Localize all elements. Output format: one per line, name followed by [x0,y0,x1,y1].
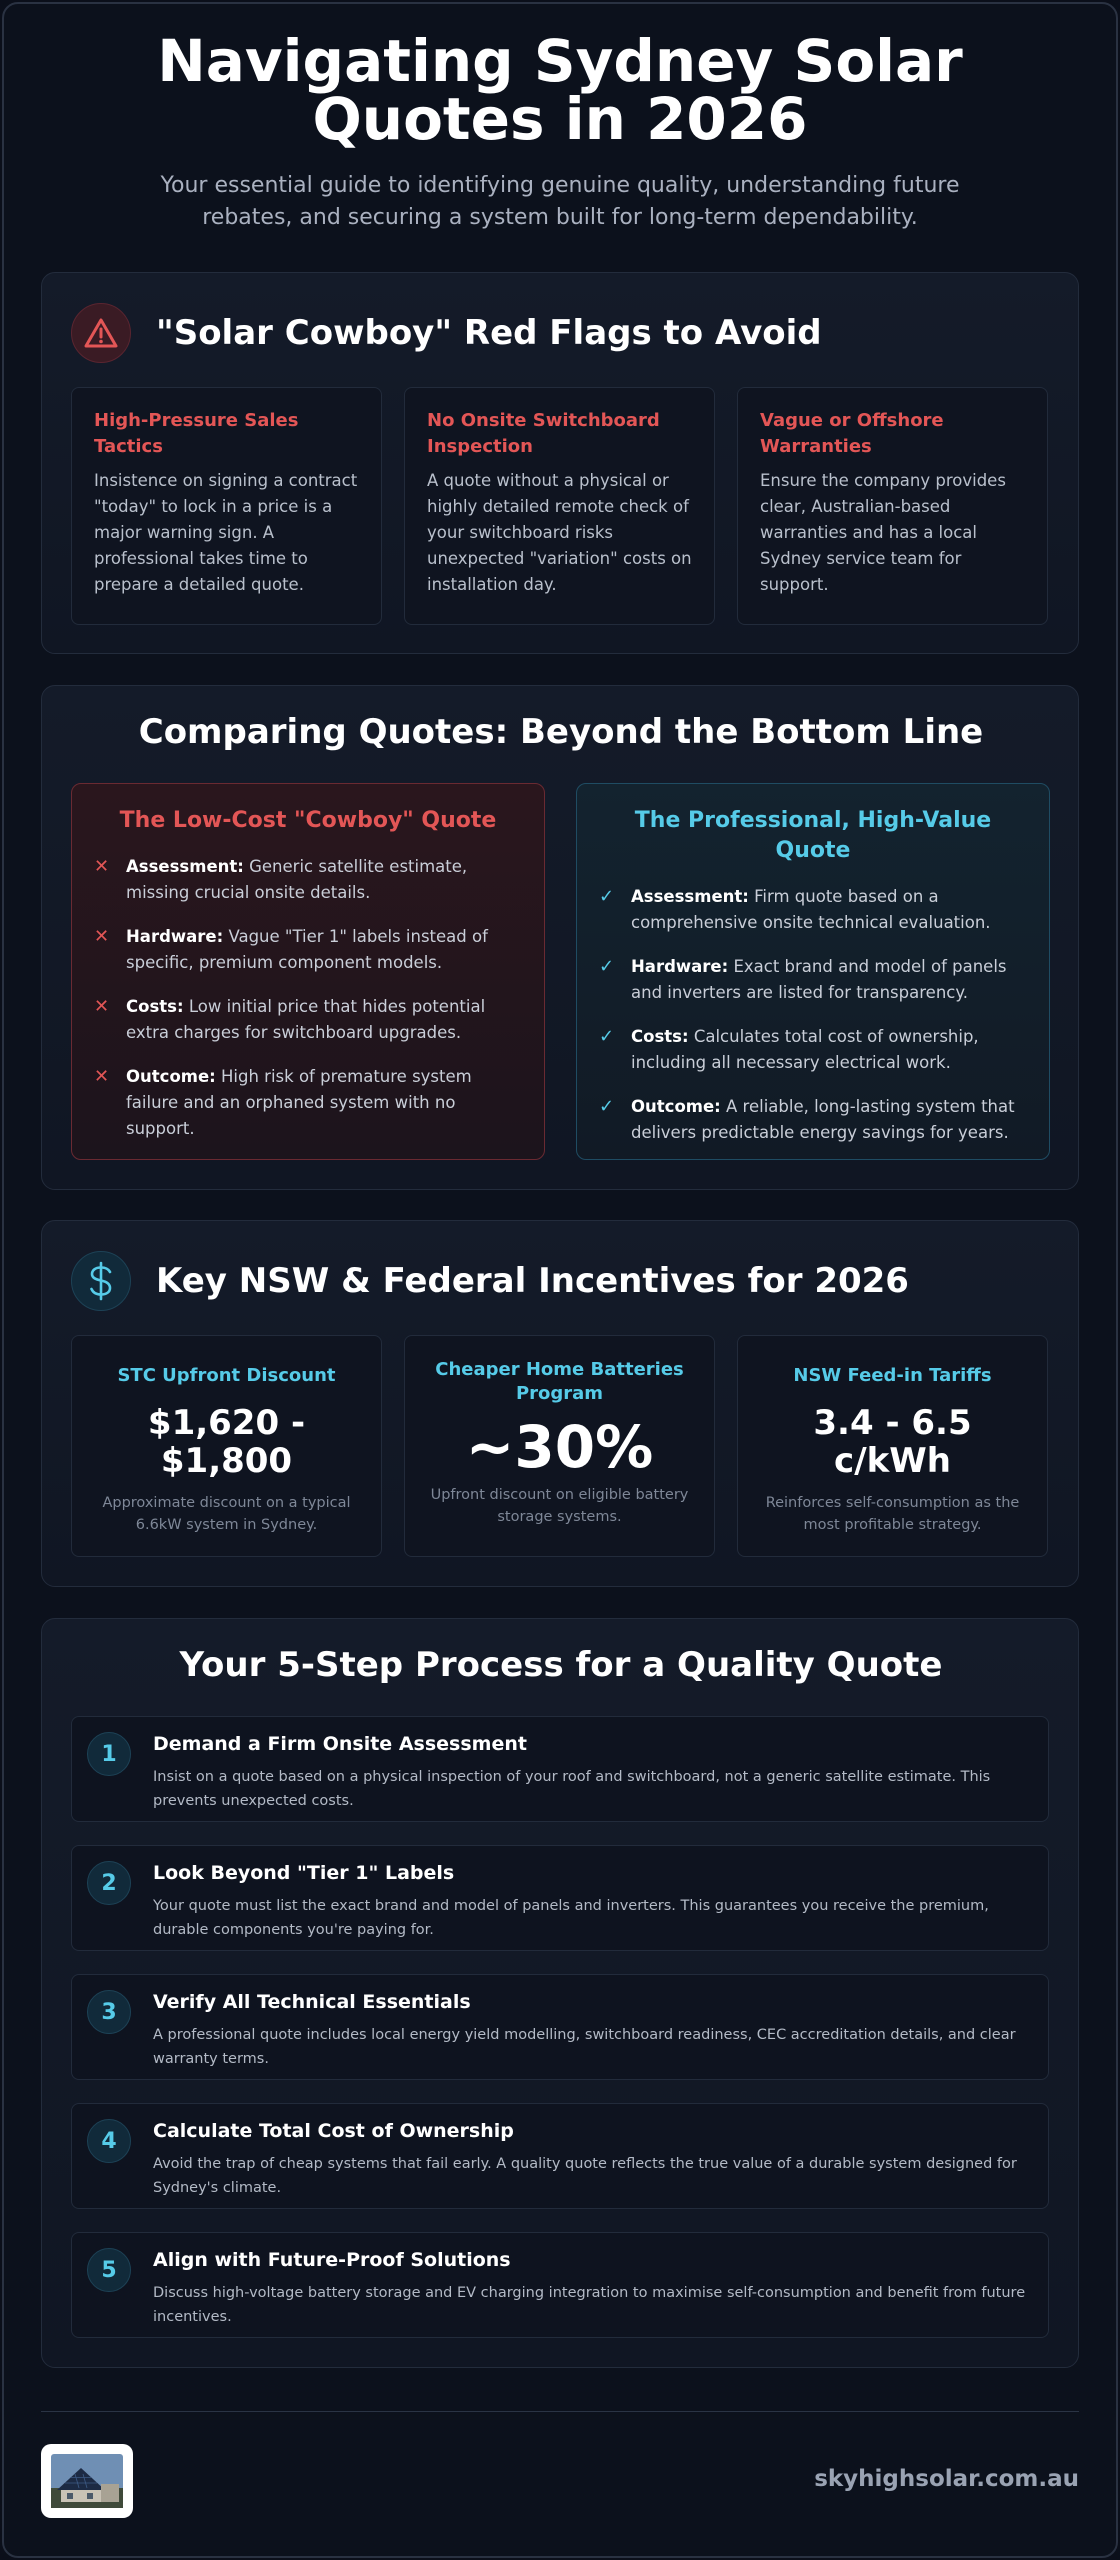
step-text: A professional quote includes local energy yield modelling, switchboard readiness, CEC accreditation details, and clear warranty terms. [153,2027,1016,2067]
item-label: Assessment: [126,857,244,876]
low-cost-quote-title: The Low-Cost "Cowboy" Quote [119,808,497,833]
incentive-value: ~30% [465,1413,654,1481]
footer-divider [41,2411,1079,2412]
list-item [94,854,522,906]
step-item [71,1845,1049,1951]
cross-icon: ✕ [94,996,110,1017]
step-text: Discuss high-voltage battery storage and EV charging integration to maximise self-consumption and benefit from future incentives. [153,2285,1026,2325]
check-icon: ✓ [599,956,615,977]
list-item [599,1094,1027,1146]
item-text: Firm quote based on a comprehensive onsite technical evaluation. [631,887,991,932]
item-label: Assessment: [631,887,749,906]
item-label: Costs: [126,997,184,1016]
check-icon: ✓ [599,1026,615,1047]
red-flag-card [737,387,1048,625]
incentive-note: Approximate discount on a typical 6.6kW system in Sydney. [102,1495,351,1533]
item-text: A reliable, long-lasting system that delivers predictable energy savings for years. [631,1097,1015,1142]
list-item [599,884,1027,936]
low-cost-quote-card [71,783,545,1160]
red-flag-card [71,387,382,625]
check-icon: ✓ [599,886,615,907]
cross-icon: ✕ [94,1066,110,1087]
step-number: 1 [87,1732,131,1776]
step-title: Look Beyond "Tier 1" Labels [153,1862,455,1884]
incentive-note: Reinforces self-consumption as the most profitable strategy. [765,1495,1020,1533]
step-title: Align with Future-Proof Solutions [153,2249,511,2271]
item-label: Outcome: [631,1097,721,1116]
step-title: Calculate Total Cost of Ownership [153,2120,514,2142]
steps-panel [41,1618,1079,2368]
professional-quote-title: The Professional, High-Value Quote [634,808,992,863]
red-flag-text: A quote without a physical or highly detailed remote check of your switchboard risks unexpected "variation" costs on installation day. [427,471,692,594]
incentive-card [404,1335,715,1557]
item-text: Exact brand and model of panels and inverters are listed for transparency. [631,957,1007,1002]
cross-icon: ✕ [94,856,110,877]
item-label: Outcome: [126,1067,216,1086]
page-title: Navigating Sydney Solar Quotes in 2026 [157,27,963,153]
list-item [94,1064,522,1142]
step-text: Your quote must list the exact brand and model of panels and inverters. This guarantees you receive the premium, durable components you're paying for. [153,1898,989,1938]
incentives-panel [41,1220,1079,1587]
list-item [599,1024,1027,1076]
red-flag-text: Ensure the company provides clear, Australian-based warranties and has a local Sydney service team for support. [760,471,1006,594]
step-title: Demand a Firm Onsite Assessment [153,1733,527,1755]
dollar-icon [71,1251,131,1311]
incentive-label: Cheaper Home Batteries Program [435,1359,684,1404]
check-icon: ✓ [599,1096,615,1117]
step-item [71,1974,1049,2080]
item-text: Calculates total cost of ownership, including all necessary electrical work. [631,1027,979,1072]
incentive-note: Upfront discount on eligible battery storage systems. [430,1487,689,1525]
incentives-title: Key NSW & Federal Incentives for 2026 [156,1261,909,1301]
compare-title: Comparing Quotes: Beyond the Bottom Line [138,712,984,752]
website-link[interactable]: skyhighsolar.com.au [814,2466,1079,2492]
list-item [94,924,522,976]
item-label: Hardware: [631,957,729,976]
incentive-label: NSW Feed-in Tariffs [793,1365,992,1386]
incentive-card [737,1335,1048,1557]
step-number: 4 [87,2119,131,2163]
compare-panel [41,685,1079,1190]
step-item [71,2232,1049,2338]
step-text: Avoid the trap of cheap systems that fail early. A quality quote reflects the true value of a durable system designed for Sydney's climate. [153,2156,1017,2196]
item-label: Costs: [631,1027,689,1046]
step-number: 2 [87,1861,131,1905]
step-title: Verify All Technical Essentials [153,1991,471,2013]
red-flag-text: Insistence on signing a contract "today" to lock in a price is a major warning sign. A professional takes time to prepare a detailed quote. [94,471,358,594]
item-text: Vague "Tier 1" labels instead of specific, premium component models. [126,927,488,972]
red-flag-title: Vague or Offshore Warranties [760,410,944,457]
page-header [0,27,1120,234]
steps-title: Your 5-Step Process for a Quality Quote [179,1645,943,1685]
item-text: Low initial price that hides potential extra charges for switchboard upgrades. [126,997,486,1042]
incentive-label: STC Upfront Discount [117,1365,336,1386]
warning-icon [71,303,131,363]
incentive-card [71,1335,382,1557]
red-flags-panel [41,272,1079,654]
step-text: Insist on a quote based on a physical inspection of your roof and switchboard, not a generic satellite estimate. This prevents unexpected costs. [153,1769,991,1809]
incentive-value: 3.4 - 6.5 c/kWh [813,1403,972,1481]
incentive-value: $1,620 - $1,800 [147,1403,306,1481]
item-text: High risk of premature system failure and an orphaned system with no support. [126,1067,472,1138]
professional-quote-card [576,783,1050,1160]
cross-icon: ✕ [94,926,110,947]
solar-house-logo [41,2444,133,2518]
page-subtitle: Your essential guide to identifying genuine quality, understanding future rebates, and securing a system built for long-term dependability. [160,173,960,230]
step-number: 3 [87,1990,131,2034]
list-item [94,994,522,1046]
step-item [71,1716,1049,1822]
red-flag-title: High-Pressure Sales Tactics [94,410,299,457]
item-text: Generic satellite estimate, missing crucial onsite details. [126,857,468,902]
step-item [71,2103,1049,2209]
red-flag-title: No Onsite Switchboard Inspection [427,410,660,457]
item-label: Hardware: [126,927,224,946]
list-item [599,954,1027,1006]
red-flags-title: "Solar Cowboy" Red Flags to Avoid [156,313,822,353]
red-flag-card [404,387,715,625]
step-number: 5 [87,2248,131,2292]
